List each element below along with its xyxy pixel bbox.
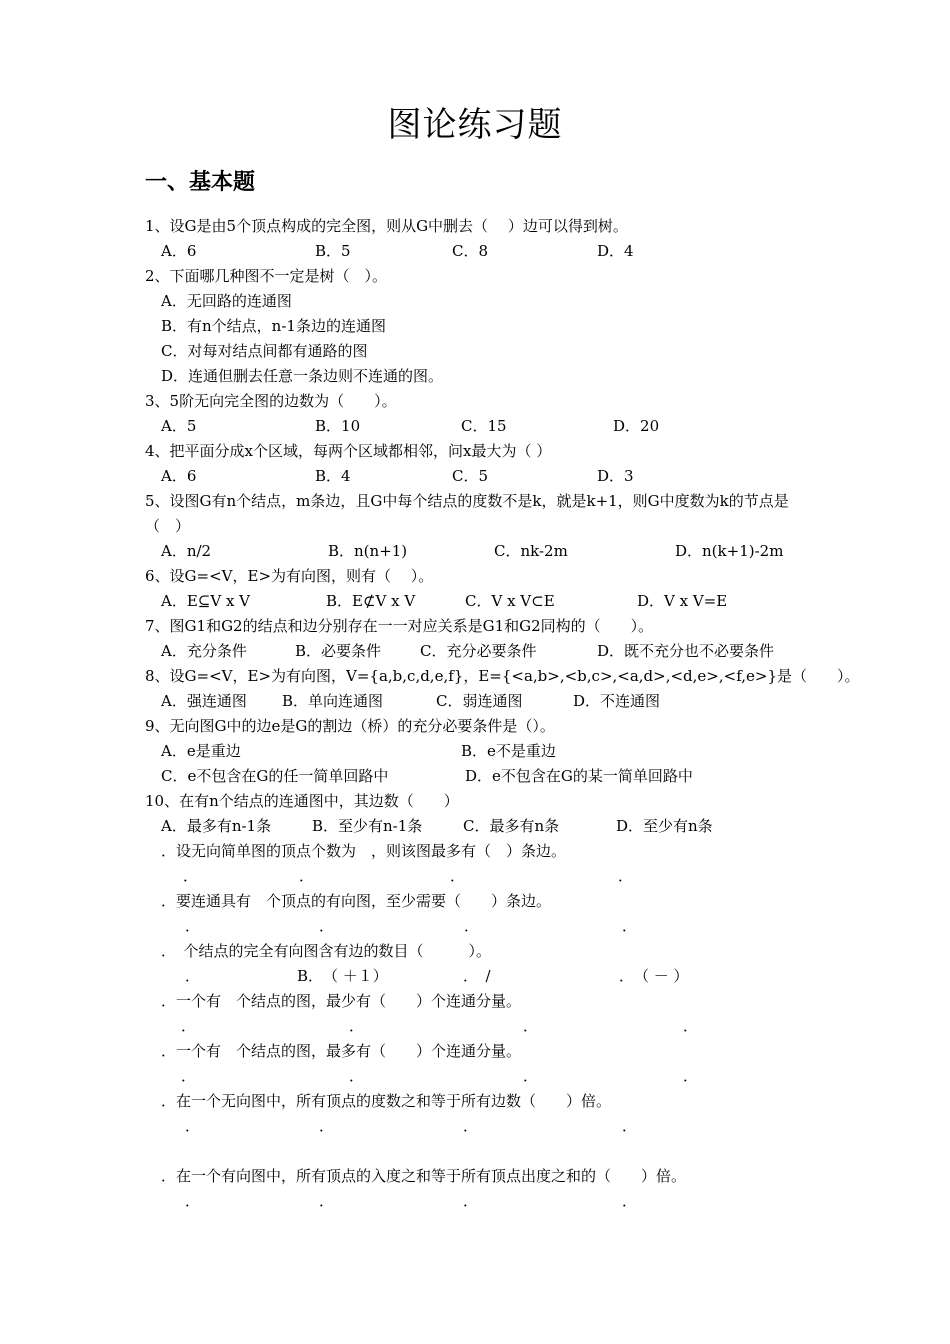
- option-row: [145, 1114, 825, 1139]
- option: ．: [464, 917, 480, 935]
- option-row: [145, 414, 825, 439]
- question-stem: 9、无向图G中的边e是G的割边（桥）的充分必要条件是（）。: [145, 717, 555, 735]
- option: B．有n个结点，n-1条边的连通图: [161, 317, 386, 335]
- option: ．: [185, 1192, 201, 1210]
- fragment-stem: ．在一个有向图中，所有顶点的入度之和等于所有顶点出度之和的（ ）倍。: [161, 1167, 687, 1185]
- fragment-stem: ．设无向简单图的顶点个数为 ，则该图最多有（ ）条边。: [161, 842, 567, 860]
- option-row: [145, 1064, 825, 1089]
- option: A．5: [161, 417, 197, 435]
- option: D．不连通图: [573, 692, 661, 710]
- option: A．无回路的连通图: [161, 292, 292, 310]
- option: ．: [181, 1017, 197, 1035]
- option: ．: [319, 1117, 335, 1135]
- option: B．e不是重边: [461, 742, 556, 760]
- question-stem: 10、在有n个结点的连通图中，其边数（ ）: [145, 792, 459, 810]
- option: B．10: [315, 417, 361, 435]
- option: ．: [618, 867, 634, 885]
- option: A．最多有n-1条: [161, 817, 272, 835]
- fragment-stem: ．在一个无向图中，所有顶点的度数之和等于所有边数（ ）倍。: [161, 1092, 612, 1110]
- option: C．5: [452, 467, 489, 485]
- option: C．充分必要条件: [420, 642, 537, 660]
- option-row: [145, 239, 825, 264]
- option: A．6: [161, 467, 197, 485]
- option: ．: [185, 1117, 201, 1135]
- option: ．: [463, 1192, 479, 1210]
- option: D．20: [613, 417, 660, 435]
- option: C．最多有n条: [463, 817, 560, 835]
- option: ．: [463, 1117, 479, 1135]
- option: ．: [523, 1067, 539, 1085]
- fragment-stem: ． 个结点的完全有向图含有边的数目（ ）。: [161, 942, 492, 960]
- option: A．E⊆V x V: [161, 592, 251, 610]
- option: ．: [183, 867, 199, 885]
- option: B．n(n+1): [328, 542, 408, 560]
- spacer: [145, 1139, 825, 1164]
- question-stem: 6、设G=<V，E>为有向图，则有（ ）。: [145, 567, 434, 585]
- fragment-stem: ．要连通具有 个顶点的有向图，至少需要（ ）条边。: [161, 892, 552, 910]
- question-stem: 5、设图G有n个结点，m条边，且G中每个结点的度数不是k，就是k+1，则G中度数为k的节点是（ ）: [145, 492, 789, 535]
- option-row: [145, 964, 825, 989]
- option-row: [145, 464, 825, 489]
- option: ． （ － ）: [619, 967, 689, 985]
- option-row: [145, 639, 825, 664]
- option: B．单向连通图: [282, 692, 384, 710]
- option: B．必要条件: [295, 642, 382, 660]
- question-list: [145, 214, 860, 1214]
- option: B． （ ＋１）: [297, 967, 388, 985]
- option: ．: [181, 1067, 197, 1085]
- option: A．n/2: [161, 542, 212, 560]
- option: ．: [622, 1117, 638, 1135]
- fragment-stem: ．一个有 个结点的图，最多有（ ）个连通分量。: [161, 1042, 522, 1060]
- question-stem: 8、设G=<V，E>为有向图，V={a,b,c,d,e,f}，E={<a,b>,<b,c>,<a,d>,<d,e>,<f,e>}是（ ）。: [145, 667, 860, 685]
- option: ．: [450, 867, 466, 885]
- option-row: [145, 1014, 825, 1039]
- option-row: [145, 289, 825, 314]
- option: A．强连通图: [161, 692, 247, 710]
- option-row: [145, 689, 825, 714]
- option: ．: [523, 1017, 539, 1035]
- option: ．: [683, 1017, 699, 1035]
- option-row: [145, 914, 825, 939]
- option: ．: [319, 1192, 335, 1210]
- option: ．: [349, 1067, 365, 1085]
- option-row: [145, 739, 825, 764]
- option: A．e是重边: [161, 742, 241, 760]
- option-row: [145, 339, 825, 364]
- option: C．弱连通图: [436, 692, 523, 710]
- option: D．至少有n条: [616, 817, 713, 835]
- option: ．: [349, 1017, 365, 1035]
- option: D．连通但删去任意一条边则不连通的图。: [161, 367, 444, 385]
- page-title: 图论练习题: [387, 105, 563, 145]
- option: ．: [319, 917, 335, 935]
- fragment-stem: ．一个有 个结点的图，最少有（ ）个连通分量。: [161, 992, 522, 1010]
- option: B．至少有n-1条: [312, 817, 423, 835]
- option: A．充分条件: [161, 642, 247, 660]
- option: B．E⊄V x V: [326, 592, 416, 610]
- option: ．: [683, 1067, 699, 1085]
- option: B．4: [315, 467, 351, 485]
- option: C．nk-2m: [494, 542, 568, 560]
- option-row: [145, 764, 825, 789]
- option: C．e不包含在G的任一简单回路中: [161, 767, 389, 785]
- option: C．对每对结点间都有通路的图: [161, 342, 368, 360]
- option: D．3: [597, 467, 634, 485]
- option-row: [145, 589, 825, 614]
- option-row: [145, 814, 825, 839]
- option: ．: [622, 917, 638, 935]
- option: C．15: [461, 417, 507, 435]
- option-row: [145, 314, 825, 339]
- option-row: [145, 539, 825, 564]
- question-stem: 2、下面哪几种图不一定是树（ ）。: [145, 267, 388, 285]
- option: C．8: [452, 242, 489, 260]
- option: D．既不充分也不必要条件: [597, 642, 775, 660]
- option-row: [145, 1189, 825, 1214]
- option-row: [145, 364, 825, 389]
- option: D．n(k+1)-2m: [675, 542, 784, 560]
- option-row: [145, 864, 825, 889]
- option: B．5: [315, 242, 351, 260]
- option: A．6: [161, 242, 197, 260]
- option: ．: [622, 1192, 638, 1210]
- question-stem: 3、5阶无向完全图的边数为（ ）。: [145, 392, 397, 410]
- option: D．e不包含在G的某一简单回路中: [465, 767, 693, 785]
- option: ．: [185, 917, 201, 935]
- option: C．V x V⊂E: [465, 592, 555, 610]
- question-stem: 7、图G1和G2的结点和边分别存在一一对应关系是G1和G2同构的（ ）。: [145, 617, 654, 635]
- section-heading: 一、基本题: [145, 170, 256, 195]
- question-stem: 1、设G是由5个顶点构成的完全图，则从G中删去（ ）边可以得到树。: [145, 217, 628, 235]
- option: D．4: [597, 242, 634, 260]
- option: D．V x V=E: [637, 592, 728, 610]
- option: ．: [185, 967, 201, 985]
- question-stem: 4、把平面分成x个区域，每两个区域都相邻，问x最大为（ ）: [145, 442, 552, 460]
- option: ． /: [463, 967, 491, 985]
- option: ．: [299, 867, 315, 885]
